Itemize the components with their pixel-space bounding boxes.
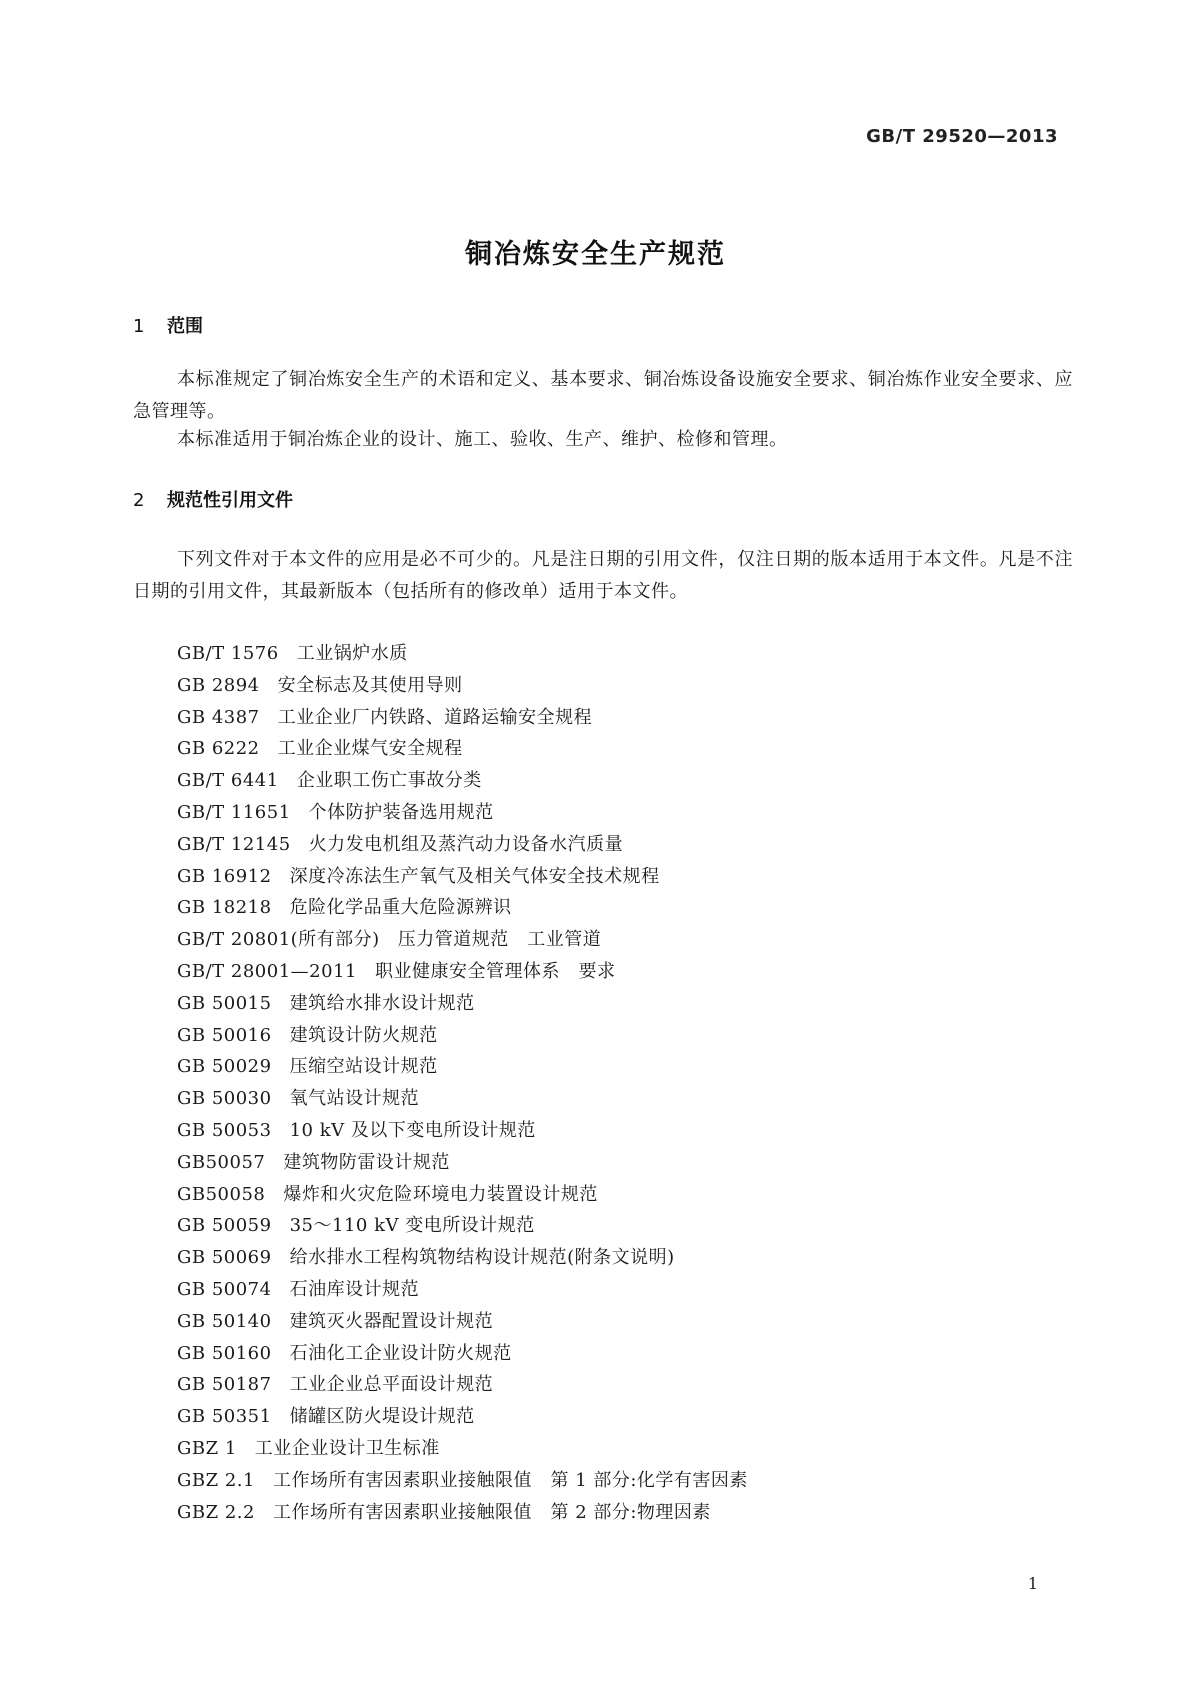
reference-item xyxy=(177,1115,748,1147)
reference-title: 工业企业厂内铁路、道路运输安全规程 xyxy=(277,706,593,728)
reference-item xyxy=(177,1433,748,1465)
reference-item xyxy=(177,861,748,893)
reference-code: GB 2894 xyxy=(177,674,260,696)
reference-title: 工作场所有害因素职业接触限值 第 1 部分:化学有害因素 xyxy=(272,1469,748,1491)
reference-code: GB/T 28001—2011 xyxy=(177,960,357,982)
reference-code: GB 50015 xyxy=(177,992,272,1014)
reference-code: GB/T 1576 xyxy=(177,643,279,664)
reference-item xyxy=(177,1465,748,1497)
reference-title: 建筑灭火器配置设计规范 xyxy=(289,1310,494,1332)
section-1-paragraph-1: 本标准规定了铜冶炼安全生产的术语和定义、基本要求、铜冶炼设备设施安全要求、铜冶炼作业安全要求、应急管理等。 xyxy=(133,369,1073,422)
reference-title: 压缩空站设计规范 xyxy=(289,1056,438,1078)
reference-code: GB 6222 xyxy=(177,738,260,760)
reference-item xyxy=(177,892,748,924)
reference-item xyxy=(177,1274,748,1306)
reference-item xyxy=(177,1306,748,1338)
reference-title: 安全标志及其使用导则 xyxy=(277,674,463,696)
reference-title: 工作场所有害因素职业接触限值 第 2 部分:物理因素 xyxy=(272,1501,711,1523)
reference-item xyxy=(177,1147,748,1179)
reference-code: GB 50030 xyxy=(177,1088,272,1110)
reference-item xyxy=(177,956,748,988)
reference-item xyxy=(177,1338,748,1370)
section-2-intro: 下列文件对于本文件的应用是必不可少的。凡是注日期的引用文件，仅注日期的版本适用于本文件。凡是不注日期的引用文件，其最新版本（包括所有的修改单）适用于本文件。 xyxy=(133,549,1073,602)
reference-code: GB 4387 xyxy=(177,706,260,728)
reference-title: 压力管道规范 工业管道 xyxy=(397,929,602,951)
reference-code: GB 50029 xyxy=(177,1056,272,1078)
reference-item xyxy=(177,702,748,734)
reference-code: GB/T 20801(所有部分) xyxy=(177,929,380,951)
reference-code: GB 50160 xyxy=(177,1342,272,1364)
reference-title: 建筑物防雷设计规范 xyxy=(283,1151,450,1173)
page-number: 1 xyxy=(1027,1574,1038,1593)
reference-title: 氧气站设计规范 xyxy=(289,1088,420,1110)
reference-code: GB50057 xyxy=(177,1151,266,1173)
reference-code: GB 50351 xyxy=(177,1406,272,1428)
reference-code: GB 50016 xyxy=(177,1024,272,1046)
reference-title: 个体防护装备选用规范 xyxy=(308,801,494,823)
section-2-heading xyxy=(133,486,293,512)
standard-code: GB/T 29520—2013 xyxy=(866,126,1058,147)
document-title: 铜冶炼安全生产规范 xyxy=(465,239,726,270)
reference-title: 10 kV 及以下变电所设计规范 xyxy=(289,1119,536,1141)
reference-item xyxy=(177,1083,748,1115)
reference-title: 工业企业煤气安全规程 xyxy=(277,738,463,760)
reference-item xyxy=(177,1369,748,1401)
reference-code: GB/T 11651 xyxy=(177,801,291,823)
reference-item xyxy=(177,1210,748,1242)
reference-item xyxy=(177,988,748,1020)
reference-code: GB50058 xyxy=(177,1183,266,1205)
reference-code: GB 18218 xyxy=(177,897,272,919)
reference-code: GB 50074 xyxy=(177,1278,272,1300)
reference-title: 深度冷冻法生产氧气及相关气体安全技术规程 xyxy=(289,865,660,887)
reference-title: 企业职工伤亡事故分类 xyxy=(296,770,482,792)
reference-title: 工业锅炉水质 xyxy=(296,643,408,664)
reference-code: GB/T 12145 xyxy=(177,833,291,855)
reference-code: GB 16912 xyxy=(177,865,272,887)
section-2-title: 规范性引用文件 xyxy=(167,490,293,511)
reference-code: GB 50053 xyxy=(177,1119,272,1141)
reference-item xyxy=(177,1020,748,1052)
section-1-title: 范围 xyxy=(167,316,203,337)
reference-item xyxy=(177,638,748,670)
reference-title: 火力发电机组及蒸汽动力设备水汽质量 xyxy=(308,833,624,855)
reference-item xyxy=(177,733,748,765)
reference-item xyxy=(177,797,748,829)
reference-title: 石油库设计规范 xyxy=(289,1278,420,1300)
reference-item xyxy=(177,1401,748,1433)
reference-item xyxy=(177,1497,748,1529)
reference-item xyxy=(177,765,748,797)
reference-item xyxy=(177,924,748,956)
reference-code: GBZ 1 xyxy=(177,1437,237,1459)
section-1-heading xyxy=(133,312,203,338)
reference-title: 建筑给水排水设计规范 xyxy=(289,992,475,1014)
reference-title: 35～110 kV 变电所设计规范 xyxy=(289,1215,535,1237)
reference-title: 工业企业设计卫生标准 xyxy=(254,1437,440,1459)
normative-references-list xyxy=(177,638,748,1528)
section-1-paragraph-2: 本标准适用于铜冶炼企业的设计、施工、验收、生产、维护、检修和管理。 xyxy=(177,429,788,450)
reference-item xyxy=(177,670,748,702)
reference-title: 危险化学品重大危险源辨识 xyxy=(289,897,512,919)
reference-code: GBZ 2.1 xyxy=(177,1469,255,1491)
reference-title: 建筑设计防火规范 xyxy=(289,1024,438,1046)
reference-code: GBZ 2.2 xyxy=(177,1501,255,1523)
reference-title: 爆炸和火灾危险环境电力装置设计规范 xyxy=(283,1183,598,1205)
reference-title: 工业企业总平面设计规范 xyxy=(289,1374,494,1396)
section-2-number: 2 xyxy=(133,490,145,511)
reference-item xyxy=(177,1242,748,1274)
reference-code: GB/T 6441 xyxy=(177,770,279,792)
section-1-number: 1 xyxy=(133,316,145,337)
reference-item xyxy=(177,829,748,861)
reference-code: GB 50187 xyxy=(177,1374,272,1396)
reference-code: GB 50069 xyxy=(177,1247,272,1269)
reference-title: 储罐区防火堤设计规范 xyxy=(289,1406,475,1428)
reference-title: 石油化工企业设计防火规范 xyxy=(289,1342,512,1364)
reference-title: 职业健康安全管理体系 要求 xyxy=(374,960,616,982)
reference-item xyxy=(177,1179,748,1211)
reference-code: GB 50059 xyxy=(177,1215,272,1237)
reference-code: GB 50140 xyxy=(177,1310,272,1332)
reference-item xyxy=(177,1051,748,1083)
reference-title: 给水排水工程构筑物结构设计规范(附条文说明) xyxy=(289,1247,675,1269)
